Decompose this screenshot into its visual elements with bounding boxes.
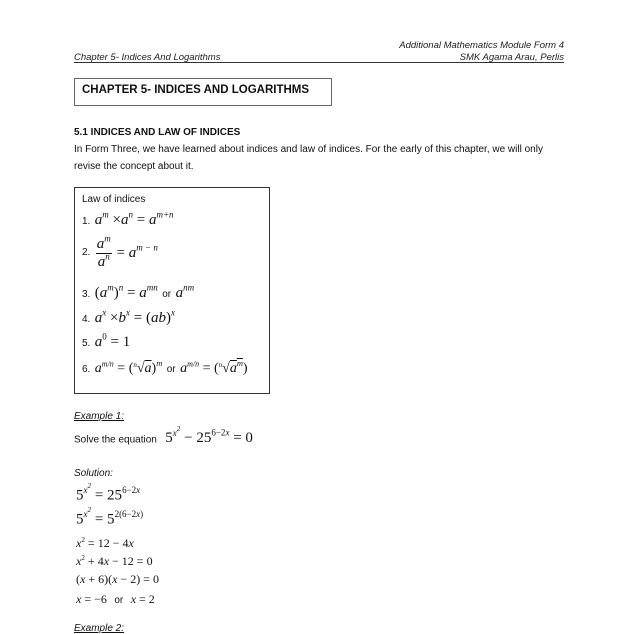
example-1-label: Example 1: — [74, 411, 125, 422]
chapter-title: CHAPTER 5- INDICES AND LOGARITHMS — [82, 84, 310, 96]
header-school: SMK Agama Arau, Perlis — [459, 52, 564, 63]
solution-step-3: $x^2 = 12 - 4x$ — [76, 535, 134, 550]
solution-step-1: $5^{x^2} = 25^{6-2x}$ — [76, 482, 141, 504]
laws-box — [74, 187, 270, 394]
law-1: 1. $a^m \times a^n = a^{m+n}$ — [82, 209, 174, 228]
law-3: 3. $(a^m)^n = a^{mn}$ or $a^{nm}$ — [82, 282, 195, 301]
solution-step-6: x = −6 or x = 2 — [76, 592, 155, 606]
solution-step-4: $x^2 + 4x - 12 = 0$ — [76, 553, 153, 568]
header-rule — [74, 62, 564, 63]
section-title: 5.1 INDICES AND LAW OF INDICES — [74, 127, 241, 138]
law-5: 5. $a^0 = 1$ — [82, 331, 131, 350]
laws-box-title: Law of indices — [82, 194, 146, 205]
law-2: 2. $\frac{a^m}{a^n}$ = $a^{m - n}$ — [82, 233, 158, 270]
solution-step-5: (x + 6)(x − 2) = 0 — [76, 572, 159, 586]
header-module-title: Additional Mathematics Module Form 4 — [399, 40, 564, 51]
example-1-question: Solve the equation $5^{x^2} - 25^{6-2x} = 0$ — [74, 425, 253, 447]
header-chapter: Chapter 5- Indices And Logarithms — [74, 52, 221, 63]
law-6: 6. $a^{m/n} = (^n√a)^m$ or $a^{m/n} = (^n√a^m)$ — [82, 359, 248, 376]
example-2-label: Example 2: — [74, 623, 125, 634]
chapter-title-box — [74, 78, 332, 106]
solution-step-2: $5^{x^2} = 5^{2(6-2x)}$ — [76, 506, 144, 528]
section-intro: In Form Three, we have learned about indices and law of indices. For the early of this chapter, we will only revise the concept about it. — [74, 144, 543, 172]
solution-label: Solution: — [74, 468, 113, 479]
law-4: 4. $a^x \times b^x = (ab)^x$ — [82, 307, 175, 326]
